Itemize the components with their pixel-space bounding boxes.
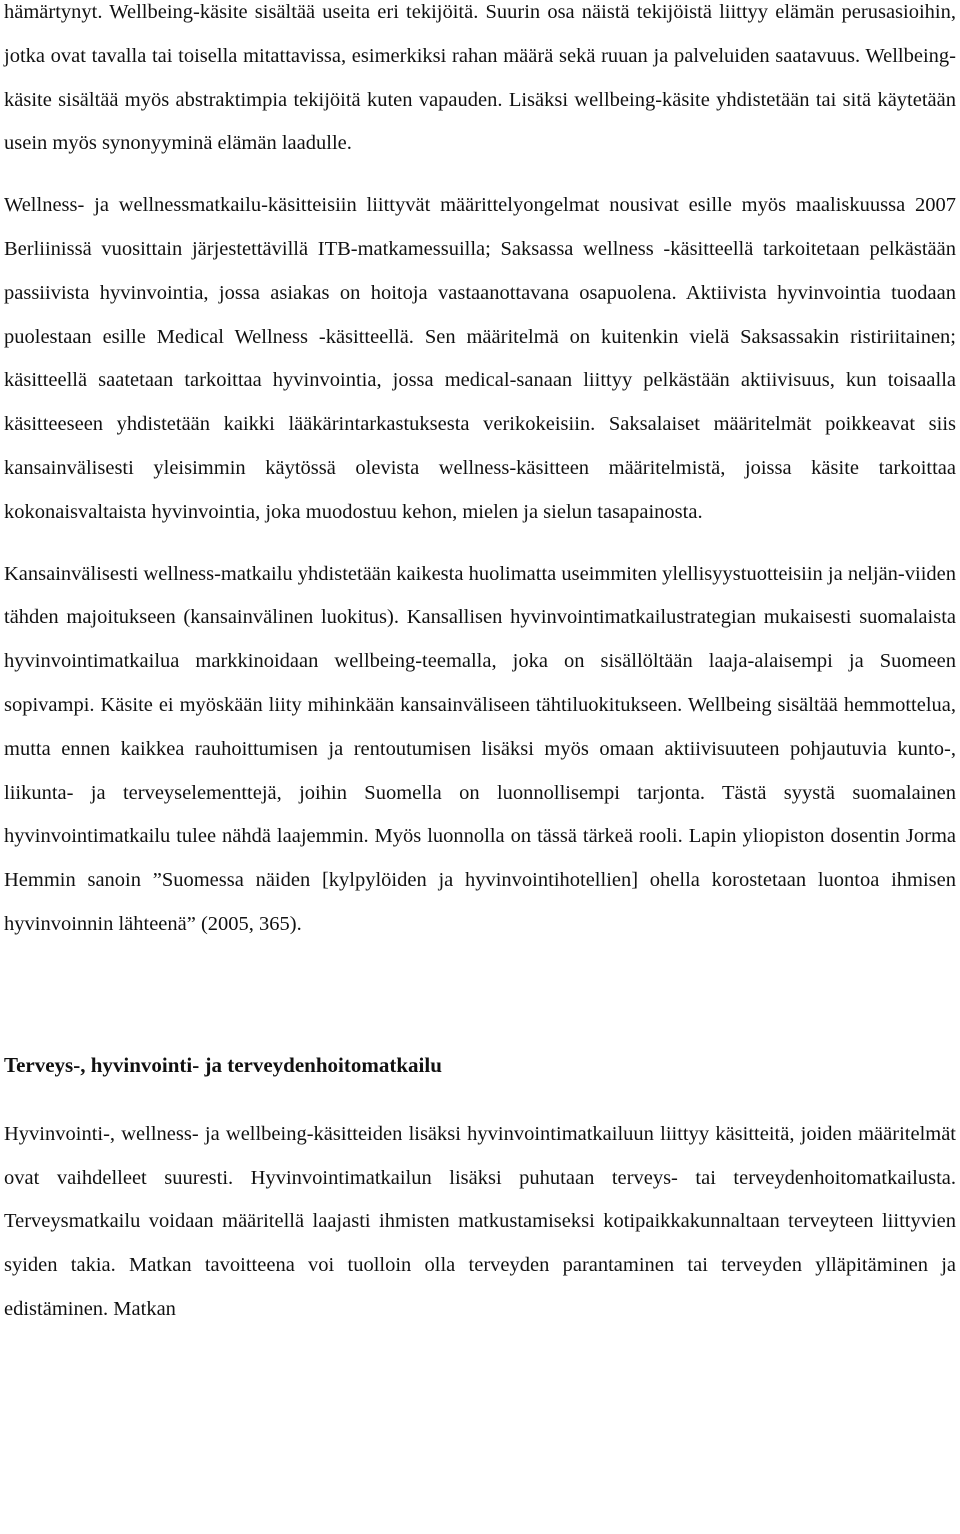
paragraph-wellness-definition-issues: Wellness- ja wellnessmatkailu-käsitteisiin liittyvät määrittelyongelmat nousivat esille myös maaliskuussa 2007 Berliinissä vuosittain järjestettävillä ITB-matkamessuilla; Saksassa wellness -käsitteellä tarkoitetaan pelkästään passiivista hyvinvointia, jossa asiakas on hoitoja vastaanottavana osapuolena. Aktiivista hyvinvointia tuodaan puolestaan esille Medical Wellness -käsitteellä. Sen määritelmä on kuitenkin vielä Saksassakin ristiriitainen; käsitteellä saatetaan tarkoittaa hyvinvointia, jossa medical-sanaan liittyy pelkästään aktiivisuus, kun toisaalla käsitteeseen yhdistetään kaikki lääkärintarkastuksesta verikokeisiin. Saksalaiset määritelmät poikkeavat siis kansainvälisesti yleisimmin käytössä olevista wellness-käsitteen määritelmistä, joissa käsite tarkoittaa kokonaisvaltaista hyvinvointia, joka muodostuu kehon, mielen ja sielun tasapainosta.: [4, 194, 956, 523]
section-heading: Terveys-, hyvinvointi- ja terveydenhoitomatkailu: [4, 1052, 442, 1077]
paragraph-international-wellness-tourism: Kansainvälisesti wellness-matkailu yhdistetään kaikesta huolimatta useimmiten ylellisyystuotteisiin ja neljän-viiden tähden majoitukseen (kansainvälinen luokitus). Kansallisen hyvinvointimatkailustrategian mukaisesti suomalaista hyvinvointimatkailua markkinoidaan wellbeing-teemalla, joka on sisällöltään laaja-alaisempi ja Suomeen sopivampi. Käsite ei myöskään liity mihinkään kansainväliseen tähtiluokitukseen. Wellbeing sisältää hemmottelua, mutta ennen kaikkea rauhoittumisen ja rentoutumisen lisäksi myös omaan aktiivisuuteen pohjautuvia kunto-, liikunta- ja terveyselementtejä, joihin Suomella on luonnollisempi tarjonta. Tästä syystä suomalainen hyvinvointimatkailu tulee nähdä laajemmin. Myös luonnolla on tässä tärkeä rooli. Lapin yliopiston dosentin Jorma Hemmin sanoin ”Suomessa näiden [kylpylöiden ja hyvinvointihotellien] ohella korostetaan luontoa ihmisen hyvinvoinnin lähteenä” (2005, 365).: [4, 562, 956, 935]
paragraph-wellbeing-definition: hämärtynyt. Wellbeing-käsite sisältää useita eri tekijöitä. Suurin osa näistä tekijöistä liittyy elämän perusasioihin, jotka ovat tavalla tai toisella mitattavissa, esimerkiksi rahan määrä sekä ruuan ja palveluiden saatavuus. Wellbeing-käsite sisältää myös abstraktimpia tekijöitä kuten vapauden. Lisäksi wellbeing-käsite yhdistetään tai sitä käytetään usein myös synonyyminä elämän laadulle.: [4, 1, 956, 155]
paragraph-health-tourism: Hyvinvointi-, wellness- ja wellbeing-käsitteiden lisäksi hyvinvointimatkailuun liittyy käsitteitä, joiden määritelmät ovat vaihdelleet suuresti. Hyvinvointimatkailun lisäksi puhutaan terveys- tai terveydenhoitomatkailusta. Terveysmatkailu voidaan määritellä laajasti ihmisten matkustamiseksi kotipaikkakunnaltaan terveyteen liittyvien syiden takia. Matkan tavoitteena voi tuolloin olla terveyden parantaminen tai terveyden ylläpitäminen ja edistäminen. Matkan: [4, 1122, 956, 1320]
